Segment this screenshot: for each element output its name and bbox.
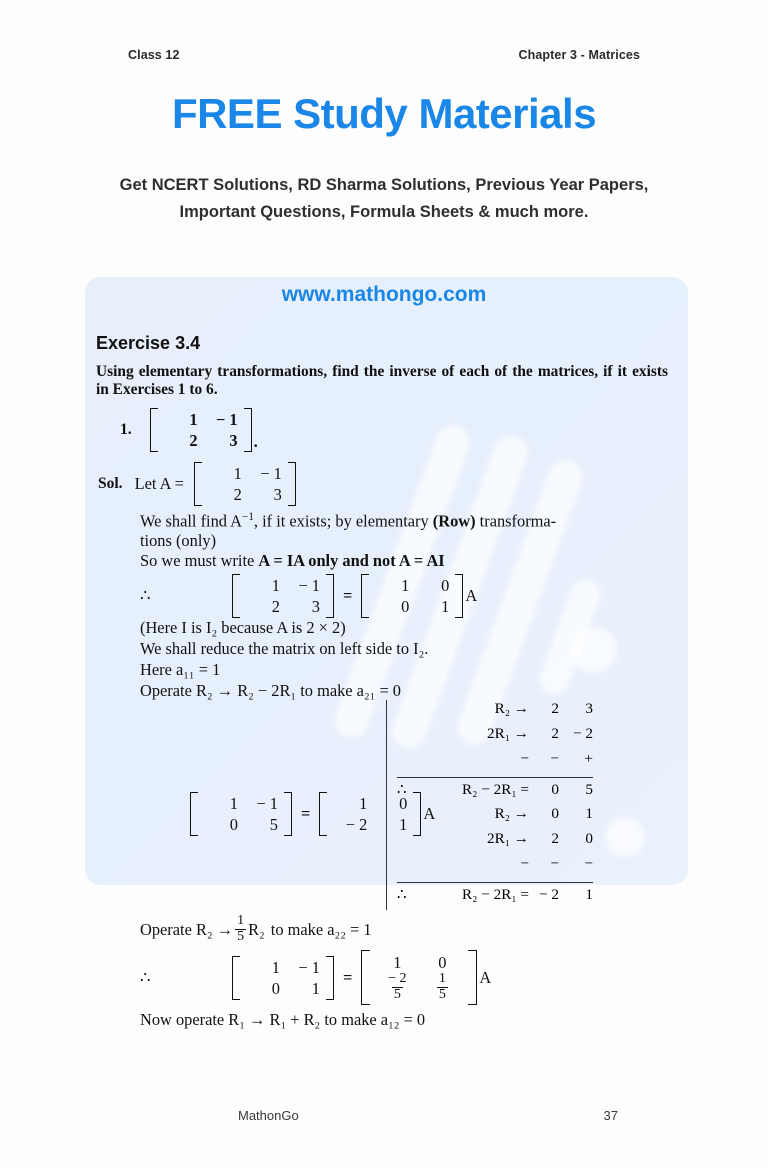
calc-value-b: − (584, 855, 593, 872)
calc-sign-row (397, 855, 593, 880)
matrix-cell: − 1 (298, 576, 320, 595)
header-chapter-label: Chapter 3 - Matrices (518, 48, 640, 62)
fraction-numerator: 1 (237, 913, 245, 928)
matrix-cell: 3 (311, 597, 320, 616)
calc-row (397, 805, 593, 830)
matrix-cell: 0 (401, 597, 410, 616)
bracket-right-icon (455, 574, 463, 618)
matrix-cell: 2 (233, 485, 242, 504)
equation-1-suffix: A (465, 586, 478, 605)
calc-lhs: R₂ − 2R₁ = (462, 781, 529, 798)
bracket-left-icon (232, 574, 240, 618)
bracket-left-icon (232, 956, 240, 1000)
therefore-symbol: ∴ (140, 586, 151, 605)
matrix-cell: 1 (229, 794, 238, 813)
therefore-symbol: ∴ (397, 781, 407, 798)
therefore-symbol: ∴ (140, 967, 151, 987)
find-text-part3: transforma- (475, 511, 557, 531)
matrix-cell: − 1 (256, 794, 278, 813)
calc-result-row (397, 780, 593, 805)
calc-value-b: 3 (585, 700, 593, 717)
now-operate-text: Now operate R₁ → R₁ + R₂ to make a₁₂ = 0 (140, 1010, 426, 1029)
matrix-cell: 0 (441, 576, 450, 595)
watermark-dot-icon (605, 817, 645, 857)
bracket-left-icon (361, 574, 369, 618)
bracket-right-icon (284, 792, 292, 836)
bracket-left-icon (150, 408, 158, 452)
calc-sign-row (397, 750, 593, 775)
calc-value-a: 0 (551, 805, 559, 822)
calc-row (397, 700, 593, 725)
calc-value-b: 0 (585, 830, 593, 847)
equation-3 (140, 950, 491, 1005)
matrix-cell: 1 (441, 597, 450, 616)
calc-lhs: R₂ → (494, 805, 529, 822)
solution-must-write (140, 551, 445, 571)
fraction-denominator: 5 (438, 986, 446, 1002)
calc-value-a: 2 (551, 830, 559, 847)
bracket-right-icon (288, 462, 296, 506)
note-a11: Here a₁₁ = 1 (140, 660, 221, 679)
exercise-title: Exercise 3.4 (96, 333, 201, 353)
find-text-part2: , if it exists; by elementary (253, 511, 433, 531)
therefore-symbol: ∴ (397, 886, 407, 903)
bracket-left-icon (319, 792, 327, 836)
matrix-cell: 1 (359, 794, 368, 813)
calc-row (397, 725, 593, 750)
equation-3-right-matrix (361, 950, 477, 1005)
footer-brand: MathonGo (238, 1108, 299, 1123)
calc-value-b: 5 (585, 781, 593, 798)
fraction-denominator: 5 (393, 986, 401, 1002)
calc-value-a: − 2 (539, 886, 559, 903)
operate-suffix: to make a₂₂ = 1 (270, 920, 372, 940)
calc-value-a: 0 (551, 781, 559, 798)
matrix-cell: 0 (271, 978, 280, 998)
fraction-denominator: 5 (237, 928, 245, 944)
calc-value-b: 1 (585, 805, 593, 822)
equation-1-left-matrix (232, 574, 334, 618)
calc-lhs: R₂ → (494, 700, 529, 717)
operate-r2-term: R₂ (248, 920, 265, 940)
calc-lhs: − (520, 855, 529, 872)
calc-value-b: 1 (585, 886, 593, 903)
header-class-label: Class 12 (128, 48, 180, 62)
note-reduce: We shall reduce the matrix on left side to I₂. (140, 639, 429, 658)
page-footer (128, 1108, 640, 1123)
calc-lhs: 2R₁ → (486, 830, 529, 847)
matrix-cell: − 1 (215, 410, 238, 429)
exercise-instruction: Using elementary transformations, find the inverse of each of the matrices, if it exists in Exercises 1 to 6. (96, 363, 668, 399)
calc-value-a: 2 (551, 700, 559, 717)
solution-find-text-cont: tions (only) (140, 531, 217, 550)
bracket-left-icon (361, 950, 370, 1005)
fraction-numerator: 1 (438, 971, 446, 986)
equation-3-left-matrix (232, 956, 334, 1000)
bracket-left-icon (190, 792, 198, 836)
promo-subtitle: Get NCERT Solutions, RD Sharma Solutions, Previous Year Papers, Important Questions, Formula Sheets & much more. (119, 176, 649, 221)
equation-2-suffix: A (423, 804, 436, 823)
bracket-right-icon (326, 574, 334, 618)
page-title: FREE Study Materials (171, 90, 597, 137)
matrix-cell: 0 (399, 794, 408, 813)
matrix-cell: 2 (189, 431, 198, 450)
footer-page-number: 37 (603, 1108, 618, 1123)
bracket-left-icon (194, 462, 202, 506)
solution-let-row (98, 462, 298, 506)
row-operation-calculation (386, 700, 593, 910)
fraction-one-fifth (235, 914, 246, 944)
matrix-cell: 1 (399, 815, 408, 834)
calc-value-b: − 2 (573, 725, 593, 742)
question-number: 1. (120, 421, 132, 438)
find-text-row-bold: (Row) (432, 511, 476, 531)
note-operate-r2: Operate R₂ → R₂ − 2R₁ to make a₂₁ = 0 (140, 681, 402, 700)
solution-let-matrix (194, 462, 296, 506)
matrix-cell: 2 (271, 597, 280, 616)
solution-find-text (140, 510, 668, 532)
matrix-cell: 5 (269, 815, 278, 834)
matrix-cell: − 1 (260, 464, 282, 483)
matrix-cell: − 1 (298, 957, 320, 977)
calc-value-a: 2 (551, 725, 559, 742)
matrix-cell: 1 (189, 410, 198, 429)
equals-sign: = (343, 967, 353, 987)
matrix-cell: 1 (311, 978, 320, 998)
equals-sign: = (343, 586, 353, 605)
matrix-cell: 3 (229, 431, 238, 450)
calc-value-a: − (550, 855, 559, 872)
note-here-i: (Here I is I₂ because A is 2 × 2) (140, 618, 346, 637)
bracket-right-icon (468, 950, 477, 1005)
matrix-cell: 3 (273, 485, 282, 504)
question-period: . (253, 432, 258, 451)
solution-label: Sol. (98, 475, 123, 492)
calc-result-row (397, 885, 593, 910)
equation-3-suffix: A (479, 967, 492, 987)
fraction-numerator: − 2 (388, 971, 407, 986)
page-header (128, 48, 640, 62)
mathongo-url-link[interactable]: www.mathongo.com (281, 283, 487, 306)
calc-lhs: 2R₁ → (486, 725, 529, 742)
equation-2-left-matrix (190, 792, 292, 836)
must-write-plain: So we must write (140, 551, 259, 570)
bracket-right-icon (244, 408, 252, 452)
matrix-cell: 1 (401, 576, 410, 595)
matrix-cell: 1 (393, 953, 402, 972)
operate-r2-fifth-row (140, 915, 372, 945)
matrix-cell: 1 (233, 464, 242, 483)
operate-prefix: Operate R₂ → (140, 920, 234, 940)
matrix-cell: 1 (271, 576, 280, 595)
calc-row (397, 830, 593, 855)
solution-let-text: Let A = (134, 474, 184, 493)
equation-1 (140, 574, 477, 618)
calc-lhs: R₂ − 2R₁ = (462, 886, 529, 903)
calc-divider (397, 777, 593, 778)
must-write-bold: A = IA only and not A = AI (258, 551, 445, 570)
calc-lhs: − (520, 750, 529, 767)
find-exponent: −1 (242, 511, 254, 523)
matrix-cell-fraction (386, 972, 408, 1002)
equation-1-right-matrix (361, 574, 463, 618)
calc-value-a: − (550, 750, 559, 767)
find-text-part1: We shall find A (140, 511, 243, 531)
watermark-dot-icon (571, 627, 617, 673)
matrix-cell: 0 (438, 953, 447, 972)
question-matrix (150, 408, 252, 452)
matrix-cell-fraction (437, 972, 448, 1002)
matrix-cell: 0 (229, 815, 238, 834)
bracket-right-icon (326, 956, 334, 1000)
matrix-cell: − 2 (345, 815, 368, 834)
calc-divider (397, 882, 593, 883)
question-1 (120, 408, 258, 452)
equals-sign: = (301, 804, 311, 823)
matrix-cell: 1 (271, 957, 280, 977)
calc-value-b: + (584, 750, 593, 767)
